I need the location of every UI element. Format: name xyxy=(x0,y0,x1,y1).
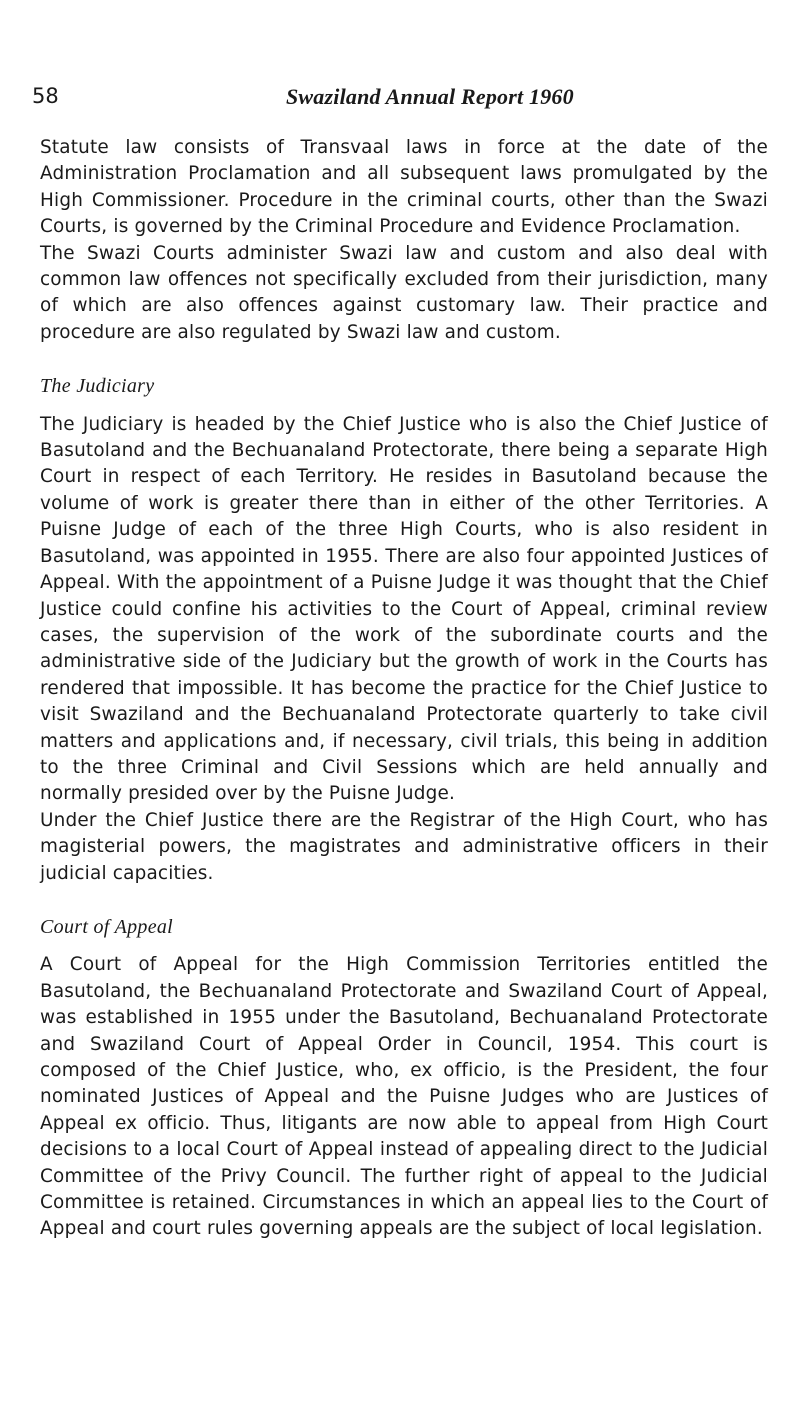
section-heading-court-of-appeal: Court of Appeal xyxy=(40,915,174,938)
page-header xyxy=(32,84,772,124)
paragraph-swazi-courts: The Swazi Courts administer Swazi law and custom and also deal with common law offences not specifically excluded from their jurisdiction, many of which are also offences against customary law. Their practice and procedure are also regulated by Swazi law and custom. xyxy=(40,242,768,343)
body-text xyxy=(40,135,768,1243)
paragraph-statute-law: Statute law consists of Transvaal laws in force at the date of the Administration Proclamation and all subsequent laws promulgated by the High Commissioner. Procedure in the criminal courts, other than the Swazi Courts, is governed by the Criminal Procedure and Evidence Proclamation. xyxy=(40,137,768,238)
page-number: 58 xyxy=(32,84,59,108)
section-heading-judiciary: The Judiciary xyxy=(40,375,155,398)
paragraph-court-of-appeal: A Court of Appeal for the High Commission Territories entitled the Basutoland, the Bechuanaland Protectorate and Swaziland Court of Appeal, was established in 1955 under the Basutoland, Bechuanaland Protectorate and Swaziland Court of Appeal Order in Council, 1954. This court is composed of the Chief Justice, who, ex officio, is the President, the four nominated Justices of Appeal and the Puisne Judges who are Justices of Appeal ex officio. Thus, litigants are now able to appeal from High Court decisions to a local Court of Appeal instead of appealing direct to the Judicial Committee of the Privy Council. The further right of appeal to the Judicial Committee is retained. Circumstances in which an appeal lies to the Court of Appeal and court rules governing appeals are the subject of local legislation. xyxy=(40,954,768,1240)
paragraph-judiciary: The Judiciary is headed by the Chief Justice who is also the Chief Justice of Basutoland and the Bechuanaland Protectorate, there being a separate High Court in respect of each Territory. He resides in Basutoland because the volume of work is greater there than in either of the other Territories. A Puisne Judge of each of the three High Courts, who is also resident in Basutoland, was appointed in 1955. There are also four appointed Justices of Appeal. With the appointment of a Puisne Judge it was thought that the Chief Justice could confine his activities to the Court of Appeal, criminal review cases, the supervision of the work of the subordinate courts and the administrative side of the Judiciary but the growth of work in the Courts has rendered that impossible. It has become the practice for the Chief Justice to visit Swaziland and the Bechuanaland Protectorate quarterly to take civil matters and applications and, if necessary, civil trials, this being in addition to the three Criminal and Civil Sessions which are held annually and normally presided over by the Puisne Judge. xyxy=(40,413,768,805)
running-title: Swaziland Annual Report 1960 xyxy=(286,84,574,109)
paragraph-registrar: Under the Chief Justice there are the Registrar of the High Court, who has magisterial powers, the magistrates and administrative officers in their judicial capacities. xyxy=(40,809,768,884)
